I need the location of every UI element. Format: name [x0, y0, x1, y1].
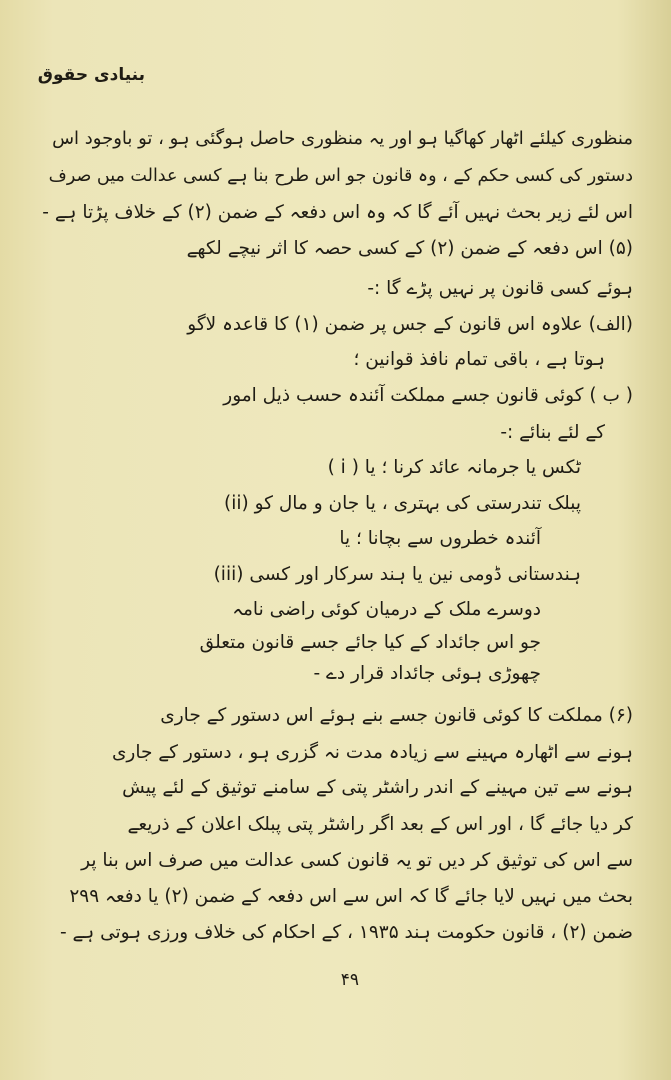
body-line: ہونے سے تین مہینے کے اندر راشٹر پتی کے سامنے توثیق کے لئے پیش — [122, 777, 633, 798]
body-line: چھوڑی ہوئی جائداد قرار دے - — [313, 663, 541, 684]
body-line: سے اس کی توثیق کر دیں تو یہ قانون کسی عدالت میں صرف اس بنا پر — [81, 850, 633, 871]
body-line: کر دیا جائے گا ، اور اس کے بعد اگر راشٹر پتی پبلک اعلان کے ذریعے — [127, 814, 633, 835]
body-line: (۶) مملکت کا کوئی قانون جسے بنے ہوئے اس دستور کے جاری — [160, 705, 633, 726]
body-line: منظوری کیلئے اٹھار کھاگیا ہو اور یہ منظوری حاصل ہوگئی ہو ، تو باوجود اس — [52, 128, 633, 149]
page-number: ۴۹ — [340, 970, 359, 990]
body-line: (iii) ہندستانی ڈومی نین یا ہند سرکار اور کسی — [213, 564, 581, 585]
body-line: ( ب ) کوئی قانون جسے مملکت آئندہ حسب ذیل امور — [223, 385, 633, 406]
body-line: آئندہ خطروں سے بچانا ؛ یا — [339, 528, 541, 549]
page-header-title: بنیادی حقوق — [37, 65, 145, 85]
body-line: (الف) علاوہ اس قانون کے جس پر ضمن (۱) کا قاعدہ لاگو — [187, 314, 633, 335]
body-line: (۵) اس دفعہ کے ضمن (۲) کے کسی حصہ کا اثر نیچے لکھے — [186, 238, 633, 259]
body-line: جو اس جائداد کے کیا جائے جسے قانون متعلق — [199, 632, 541, 653]
body-line: ہونے سے اٹھارہ مہینے سے زیادہ مدت نہ گزری ہو ، دستور کے جاری — [111, 742, 633, 763]
body-line: کے لئے بنائے :- — [500, 422, 605, 443]
body-line: دوسرے ملک کے درمیان کوئی راضی نامہ — [232, 599, 541, 620]
body-line: ہوتا ہے ، باقی تمام نافذ قوانین ؛ — [353, 349, 605, 370]
body-line: دستور کی کسی حکم کے ، وہ قانون جو اس طرح بنا ہے کسی عدالت میں صرف — [48, 166, 633, 186]
body-line: ضمن (۲) ، قانون حکومت ہند ۱۹۳۵ ، کے احکام کی خلاف ورزی ہوتی ہے - — [60, 922, 633, 943]
body-line: (ii) پبلک تندرستی کی بہتری ، یا جان و مال کو — [223, 493, 581, 514]
body-line: ( i ) ٹکس یا جرمانہ عائد کرنا ؛ یا — [327, 457, 581, 478]
body-line: بحث میں نہیں لایا جائے گا کہ اس سے اس دفعہ کے ضمن (۲) یا دفعہ ۲۹۹ — [69, 886, 633, 907]
body-line: اس لئے زیر بحث نہیں آئے گا کہ وہ اس دفعہ کے ضمن (۲) کے خلاف پڑتا ہے - — [42, 202, 633, 223]
body-line: ہوئے کسی قانون پر نہیں پڑے گا :- — [367, 278, 633, 299]
